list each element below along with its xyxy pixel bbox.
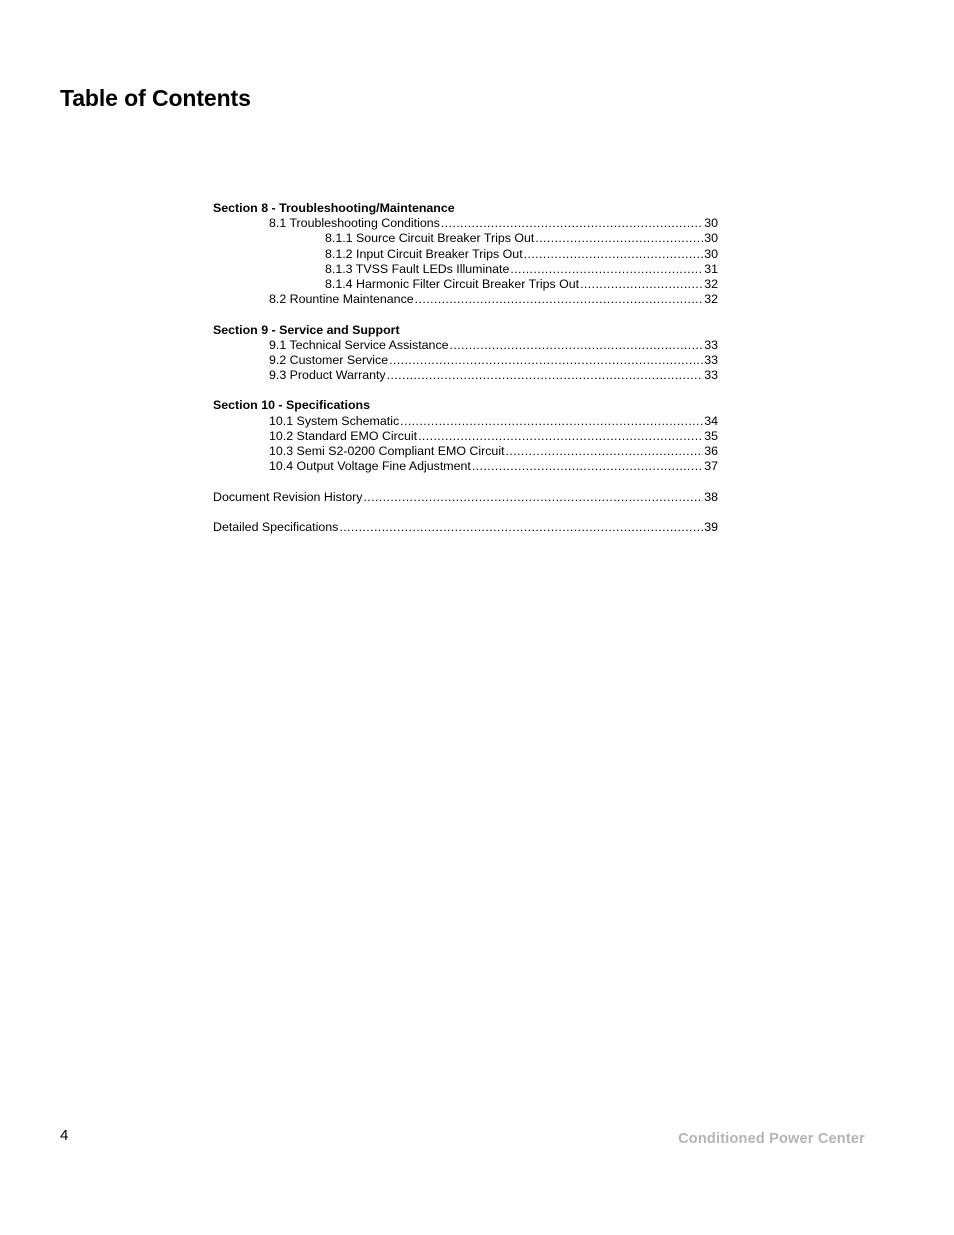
table-of-contents [213,201,718,535]
toc-entry-page: 30 [704,246,718,261]
toc-entry-10-1[interactable] [213,414,718,429]
toc-entry-label: 8.1 Troubleshooting Conditions [269,216,440,231]
toc-leader-dots [415,292,704,307]
toc-entry-label: 10.1 System Schematic [269,413,400,428]
toc-entry-page: 37 [704,459,718,474]
toc-entry-9-3[interactable] [213,368,718,383]
toc-entry-page: 38 [704,489,718,504]
toc-entry-page: 35 [704,428,718,443]
toc-spacer [213,505,718,520]
toc-leader-dots [510,262,703,277]
toc-spacer [213,307,718,322]
toc-entry-label: 8.2 Rountine Maintenance [269,292,414,307]
toc-entry-page: 34 [704,413,718,428]
toc-leader-dots [535,231,703,246]
toc-leader-dots [400,414,703,429]
toc-entry-page: 30 [704,231,718,246]
toc-entry-label: 8.1.3 TVSS Fault LEDs Illuminate [325,261,510,276]
toc-leader-dots [339,520,703,535]
page-title: Table of Contents [60,85,251,111]
toc-entry-10-4[interactable] [213,459,718,474]
page-number: 4 [60,1127,69,1144]
toc-leader-dots [524,247,704,262]
toc-leader-dots [418,429,703,444]
toc-entry-label: 10.2 Standard EMO Circuit [269,428,418,443]
footer-product-name: Conditioned Power Center [678,1131,865,1147]
toc-leader-dots [441,216,703,231]
toc-entry-detailed-specifications[interactable] [213,520,718,535]
toc-entry-10-2[interactable] [213,429,718,444]
toc-entry-label: Detailed Specifications [213,519,339,534]
toc-entry-9-1[interactable] [213,338,718,353]
toc-entry-page: 33 [704,368,718,383]
toc-entry-8-1-1[interactable] [213,231,718,246]
toc-spacer [213,474,718,489]
toc-entry-page: 32 [704,276,718,291]
toc-entry-label: 9.2 Customer Service [269,352,389,367]
toc-entry-label: 8.1.1 Source Circuit Breaker Trips Out [325,231,535,246]
toc-section-heading-8: Section 8 - Troubleshooting/Maintenance [213,201,455,215]
toc-entry-9-2[interactable] [213,353,718,368]
toc-entry-page: 33 [704,337,718,352]
toc-entry-page: 30 [704,216,718,231]
toc-entry-8-1-2[interactable] [213,247,718,262]
toc-entry-8-1[interactable] [213,216,718,231]
toc-entry-label: 8.1.4 Harmonic Filter Circuit Breaker Trips Out [325,276,580,291]
toc-entry-label: 8.1.2 Input Circuit Breaker Trips Out [325,246,523,261]
toc-entry-label: 10.3 Semi S2-0200 Compliant EMO Circuit [269,444,505,458]
toc-leader-dots [580,277,703,292]
toc-section-heading-10: Section 10 - Specifications [213,398,370,413]
toc-entry-8-1-3[interactable] [213,262,718,277]
toc-leader-dots [363,490,703,505]
toc-entry-8-1-4[interactable] [213,277,718,292]
toc-entry-page: 32 [704,292,718,307]
toc-entry-page: 36 [704,444,718,458]
toc-entry-label: Document Revision History [213,489,363,504]
toc-leader-dots [387,368,704,383]
toc-leader-dots [472,459,703,474]
toc-entry-8-2[interactable] [213,292,718,307]
toc-entry-page: 33 [704,352,718,367]
toc-entry-document-revision-history[interactable] [213,490,718,505]
toc-entry-label: 10.4 Output Voltage Fine Adjustment [269,459,471,474]
toc-entry-label: 9.1 Technical Service Assistance [269,337,449,352]
toc-entry-page: 31 [704,261,718,276]
toc-leader-dots [450,338,704,353]
toc-section-heading-9: Section 9 - Service and Support [213,322,400,337]
toc-entry-page: 39 [704,519,718,534]
toc-entry-10-3[interactable] [213,444,718,459]
toc-spacer [213,383,718,398]
toc-leader-dots [389,353,703,368]
toc-leader-dots [506,444,704,459]
toc-entry-label: 9.3 Product Warranty [269,368,386,383]
